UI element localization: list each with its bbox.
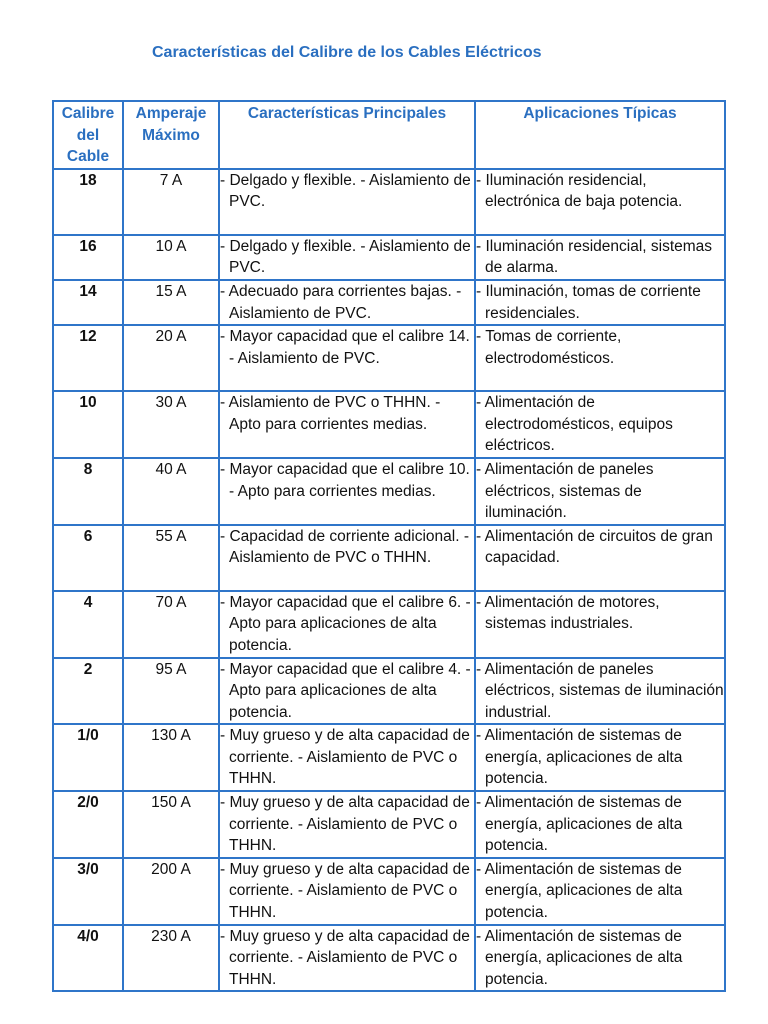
- applications-cell: [475, 925, 725, 992]
- applications-cell: [475, 235, 725, 280]
- characteristics-cell: [219, 458, 475, 525]
- table-header: [53, 101, 725, 169]
- characteristics-text: - Mayor capacidad que el calibre 10. - Apto para corrientes medias.: [220, 460, 470, 500]
- applications-text: - Iluminación residencial, electrónica de baja potencia.: [476, 171, 683, 211]
- applications-text: - Alimentación de sistemas de energía, aplicaciones de alta potencia.: [476, 727, 683, 788]
- amperage-cell: 55 A: [123, 525, 219, 591]
- characteristics-text: - Mayor capacidad que el calibre 14. - Aislamiento de PVC.: [220, 328, 470, 367]
- amperage-cell: 150 A: [123, 791, 219, 858]
- table-row: [53, 525, 725, 591]
- cable-gauge-table: [52, 100, 726, 992]
- table-row: [53, 858, 725, 925]
- amperage-cell: 95 A: [123, 658, 219, 725]
- characteristics-cell: [219, 591, 475, 658]
- applications-text: - Alimentación de paneles eléctricos, sistemas de iluminación.: [476, 460, 654, 522]
- applications-text: - Tomas de corriente, electrodomésticos.: [476, 328, 622, 367]
- gauge-cell: 2/0: [53, 791, 123, 858]
- characteristics-cell: [219, 791, 475, 858]
- column-header-gauge: Calibre del Cable: [53, 101, 123, 169]
- characteristics-text: - Adecuado para corrientes bajas. - Aislamiento de PVC.: [220, 282, 462, 322]
- characteristics-cell: [219, 325, 475, 391]
- characteristics-text: - Capacidad de corriente adicional. - Aislamiento de PVC o THHN.: [220, 527, 469, 567]
- gauge-cell: 6: [53, 525, 123, 591]
- amperage-cell: 40 A: [123, 458, 219, 525]
- table-row: [53, 169, 725, 235]
- applications-text: - Alimentación de motores, sistemas industriales.: [476, 593, 660, 633]
- gauge-cell: 1/0: [53, 724, 123, 791]
- column-header-characteristics: Características Principales: [219, 101, 475, 169]
- applications-cell: [475, 169, 725, 235]
- applications-text: - Alimentación de electrodomésticos, equipos eléctricos.: [476, 394, 673, 455]
- characteristics-cell: [219, 724, 475, 791]
- characteristics-text: - Aislamiento de PVC o THHN. - Apto para corrientes medias.: [220, 394, 441, 433]
- applications-cell: [475, 391, 725, 458]
- characteristics-text: - Muy grueso y de alta capacidad de corriente. - Aislamiento de PVC o THHN.: [220, 794, 470, 855]
- applications-text: - Alimentación de circuitos de gran capacidad.: [476, 527, 713, 567]
- applications-text: - Iluminación residencial, sistemas de alarma.: [476, 237, 713, 277]
- table-row: [53, 591, 725, 658]
- page-title: Características del Calibre de los Cables Eléctricos: [152, 44, 542, 61]
- amperage-cell: 200 A: [123, 858, 219, 925]
- table-body: [53, 169, 725, 992]
- column-header-applications: Aplicaciones Típicas: [475, 101, 725, 169]
- applications-text: - Alimentación de sistemas de energía, aplicaciones de alta potencia.: [476, 927, 683, 988]
- applications-cell: [475, 658, 725, 725]
- applications-cell: [475, 791, 725, 858]
- gauge-cell: 4: [53, 591, 123, 658]
- applications-cell: [475, 325, 725, 391]
- table-row: [53, 458, 725, 525]
- characteristics-text: - Delgado y flexible. - Aislamiento de PVC.: [220, 237, 471, 277]
- gauge-cell: 4/0: [53, 925, 123, 992]
- table-row: [53, 791, 725, 858]
- applications-cell: [475, 724, 725, 791]
- gauge-cell: 3/0: [53, 858, 123, 925]
- characteristics-cell: [219, 169, 475, 235]
- amperage-cell: 7 A: [123, 169, 219, 235]
- table-row: [53, 925, 725, 992]
- applications-text: - Alimentación de paneles eléctricos, sistemas de iluminación industrial.: [476, 660, 724, 721]
- gauge-cell: 8: [53, 458, 123, 525]
- table-row: [53, 280, 725, 325]
- amperage-cell: 70 A: [123, 591, 219, 658]
- table-row: [53, 325, 725, 391]
- applications-text: - Alimentación de sistemas de energía, aplicaciones de alta potencia.: [476, 860, 683, 922]
- table-row: [53, 235, 725, 280]
- applications-cell: [475, 858, 725, 925]
- table-row: [53, 724, 725, 791]
- characteristics-cell: [219, 235, 475, 280]
- amperage-cell: 15 A: [123, 280, 219, 325]
- header-row: [53, 101, 725, 169]
- amperage-cell: 130 A: [123, 724, 219, 791]
- applications-text: - Alimentación de sistemas de energía, aplicaciones de alta potencia.: [476, 794, 683, 855]
- applications-cell: [475, 525, 725, 591]
- gauge-cell: 14: [53, 280, 123, 325]
- characteristics-cell: [219, 280, 475, 325]
- characteristics-text: - Muy grueso y de alta capacidad de corriente. - Aislamiento de PVC o THHN.: [220, 727, 470, 788]
- amperage-cell: 230 A: [123, 925, 219, 992]
- characteristics-text: - Mayor capacidad que el calibre 6. - Apto para aplicaciones de alta potencia.: [220, 593, 471, 654]
- characteristics-cell: [219, 858, 475, 925]
- amperage-cell: 20 A: [123, 325, 219, 391]
- applications-cell: [475, 458, 725, 525]
- characteristics-text: - Muy grueso y de alta capacidad de corriente. - Aislamiento de PVC o THHN.: [220, 927, 470, 988]
- characteristics-cell: [219, 525, 475, 591]
- characteristics-cell: [219, 925, 475, 992]
- characteristics-cell: [219, 391, 475, 458]
- table-row: [53, 391, 725, 458]
- gauge-cell: 2: [53, 658, 123, 725]
- characteristics-cell: [219, 658, 475, 725]
- characteristics-text: - Mayor capacidad que el calibre 4. - Apto para aplicaciones de alta potencia.: [220, 660, 471, 721]
- gauge-cell: 10: [53, 391, 123, 458]
- characteristics-text: - Delgado y flexible. - Aislamiento de PVC.: [220, 171, 471, 211]
- column-header-amperage: Amperaje Máximo: [123, 101, 219, 169]
- amperage-cell: 30 A: [123, 391, 219, 458]
- characteristics-text: - Muy grueso y de alta capacidad de corriente. - Aislamiento de PVC o THHN.: [220, 860, 470, 922]
- applications-cell: [475, 280, 725, 325]
- applications-text: - Iluminación, tomas de corriente residenciales.: [476, 282, 701, 322]
- gauge-cell: 16: [53, 235, 123, 280]
- applications-cell: [475, 591, 725, 658]
- table-row: [53, 658, 725, 725]
- amperage-cell: 10 A: [123, 235, 219, 280]
- gauge-cell: 12: [53, 325, 123, 391]
- gauge-cell: 18: [53, 169, 123, 235]
